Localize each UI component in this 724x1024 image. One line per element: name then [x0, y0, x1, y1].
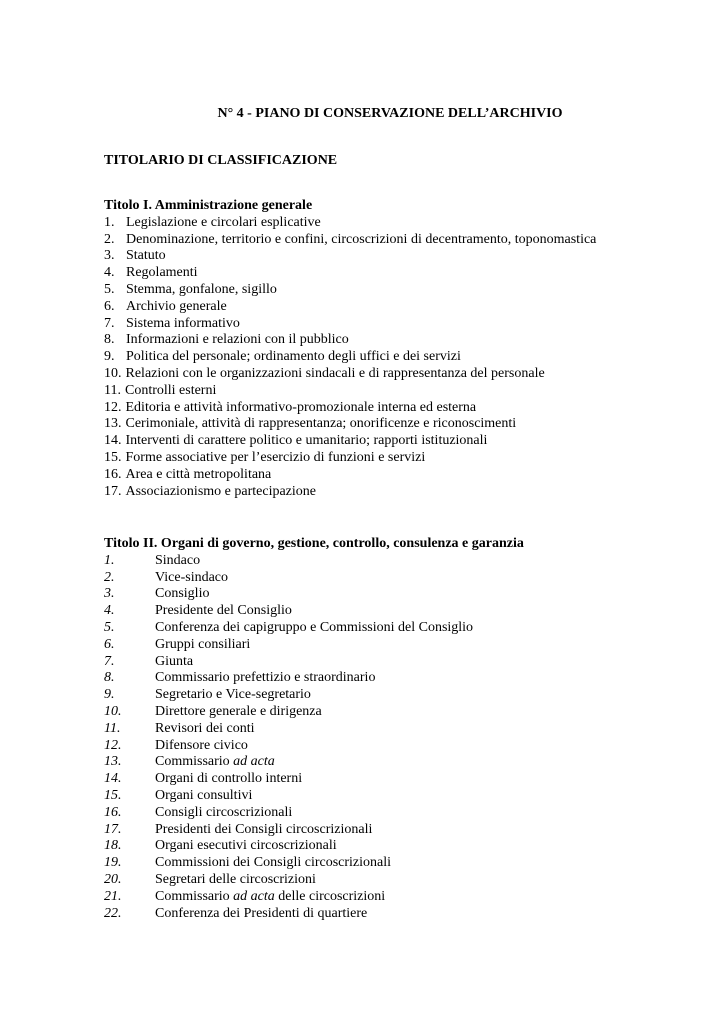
item-number: 1. — [104, 214, 115, 230]
item-number: 16. — [104, 804, 122, 820]
item-text-group — [155, 586, 209, 603]
item-text-group — [155, 738, 248, 755]
list-item — [104, 484, 596, 501]
item-text-group — [155, 654, 193, 671]
item-number: 13. — [104, 754, 122, 770]
list-item — [104, 788, 524, 805]
item-text-group — [155, 670, 375, 687]
list-item — [104, 754, 524, 771]
item-number: 12. — [104, 737, 122, 753]
list-item — [104, 299, 596, 316]
item-number: 12. — [104, 399, 122, 415]
list-item — [104, 721, 524, 738]
item-text: Giunta — [155, 653, 194, 669]
titolo-2-heading: Titolo II. Organi di governo, gestione, controllo, consulenza e garanzia — [104, 536, 524, 551]
item-number: 8. — [104, 332, 115, 348]
item-text-group — [155, 805, 292, 822]
item-number: 4. — [104, 603, 115, 619]
item-text-group — [155, 838, 337, 855]
item-text: Vice-sindaco — [155, 569, 229, 585]
item-italic-text: ad acta — [233, 888, 275, 904]
list-item — [104, 349, 596, 366]
item-text: Politica del personale; ordinamento degli uffici e dei servizi — [126, 349, 461, 365]
item-text-group — [155, 855, 391, 872]
item-text: Regolamenti — [126, 265, 198, 281]
list-item — [104, 215, 596, 232]
list-item — [104, 570, 524, 587]
item-number: 2. — [104, 569, 115, 585]
item-text: Relazioni con le organizzazioni sindacali e di rappresentanza del personale — [125, 365, 545, 381]
item-text-group — [155, 553, 200, 570]
list-item — [104, 872, 524, 889]
list-item — [104, 838, 524, 855]
item-number: 20. — [104, 871, 122, 887]
list-item — [104, 332, 596, 349]
item-text: Sindaco — [155, 552, 201, 568]
list-item — [104, 316, 596, 333]
item-text: Commissioni dei Consigli circoscrizionali — [155, 855, 392, 871]
item-number: 10. — [104, 365, 122, 381]
item-number: 7. — [104, 315, 115, 331]
item-number: 19. — [104, 855, 122, 871]
item-text: Segretari delle circoscrizioni — [155, 871, 316, 887]
titolo-2-list — [104, 553, 524, 923]
item-text-after: delle circoscrizioni — [274, 888, 386, 904]
item-text-group — [155, 771, 302, 788]
list-item — [104, 433, 596, 450]
list-item — [104, 771, 524, 788]
titolo-1-heading: Titolo I. Amministrazione generale — [104, 198, 313, 213]
item-text: Editoria e attività informativo-promozionale interna ed esterna — [125, 399, 477, 415]
item-number: 21. — [104, 888, 122, 904]
item-number: 9. — [104, 349, 115, 365]
item-number: 14. — [104, 433, 122, 449]
titolo-2-section — [104, 536, 524, 922]
item-text: Organi consultivi — [155, 787, 253, 803]
item-text: Stemma, gonfalone, sigillo — [126, 281, 277, 297]
item-text-group — [155, 822, 372, 839]
item-text-group — [155, 603, 292, 620]
item-number: 5. — [104, 619, 115, 635]
item-text: Forme associative per l’esercizio di funzioni e servizi — [125, 449, 426, 465]
list-item — [104, 704, 524, 721]
item-number: 22. — [104, 905, 122, 921]
list-item — [104, 670, 524, 687]
list-item — [104, 889, 524, 906]
item-number: 3. — [104, 248, 115, 264]
item-number: 10. — [104, 703, 122, 719]
item-text: Statuto — [126, 248, 166, 264]
item-text: Area e città metropolitana — [125, 466, 272, 482]
list-item — [104, 232, 596, 249]
item-text-group — [155, 906, 367, 923]
item-text: Presidente del Consiglio — [155, 603, 292, 619]
list-item — [104, 248, 596, 265]
item-number: 2. — [104, 231, 115, 247]
list-item — [104, 467, 596, 484]
item-text: Informazioni e relazioni con il pubblico — [126, 332, 349, 348]
item-text: Conferenza dei capigruppo e Commissioni del Consiglio — [155, 619, 474, 635]
list-item — [104, 654, 524, 671]
item-number: 3. — [104, 586, 115, 602]
list-item — [104, 400, 596, 417]
item-text: Denominazione, territorio e confini, circoscrizioni di decentramento, toponomastica — [126, 231, 597, 247]
item-text-group — [155, 704, 322, 721]
list-item — [104, 637, 524, 654]
list-item — [104, 620, 524, 637]
item-text-group — [155, 721, 255, 738]
item-number: 6. — [104, 298, 115, 314]
document-title: N° 4 - PIANO DI CONSERVAZIONE DELL’ARCHIVIO — [217, 106, 563, 121]
item-number: 17. — [104, 483, 122, 499]
item-text-group — [155, 788, 252, 805]
item-text: Associazionismo e partecipazione — [125, 483, 316, 499]
item-text: Commissario — [155, 888, 234, 904]
item-number: 4. — [104, 265, 115, 281]
item-text: Sistema informativo — [126, 315, 240, 331]
list-item — [104, 586, 524, 603]
item-text: Controlli esterni — [124, 382, 217, 398]
item-text: Cerimoniale, attività di rappresentanza; onorificenze e riconoscimenti — [125, 416, 517, 432]
item-text: Legislazione e circolari esplicative — [126, 214, 321, 230]
item-number: 7. — [104, 653, 115, 669]
item-text-group — [155, 687, 311, 704]
item-text: Consigli circoscrizionali — [155, 804, 293, 820]
item-text-group — [155, 754, 275, 771]
item-number: 17. — [104, 821, 122, 837]
list-item — [104, 450, 596, 467]
item-number: 6. — [104, 636, 115, 652]
item-number: 11. — [104, 382, 121, 398]
item-text: Segretario e Vice-segretario — [155, 687, 311, 703]
item-text-group — [155, 570, 228, 587]
list-item — [104, 822, 524, 839]
item-number: 9. — [104, 687, 115, 703]
list-item — [104, 265, 596, 282]
item-text-group — [155, 620, 473, 637]
item-number: 11. — [104, 720, 121, 736]
titolo-1-section — [104, 198, 596, 500]
item-number: 18. — [104, 838, 122, 854]
item-text: Archivio generale — [126, 298, 227, 314]
list-item — [104, 906, 524, 923]
section-heading: TITOLARIO DI CLASSIFICAZIONE — [104, 153, 338, 168]
item-text: Consiglio — [155, 586, 210, 602]
item-text: Revisori dei conti — [155, 720, 255, 736]
item-text: Interventi di carattere politico e umanitario; rapporti istituzionali — [125, 433, 488, 449]
item-number: 13. — [104, 416, 122, 432]
item-text: Difensore civico — [155, 737, 248, 753]
item-text: Organi di controllo interni — [155, 771, 303, 787]
item-number: 14. — [104, 771, 122, 787]
item-text: Direttore generale e dirigenza — [155, 703, 322, 719]
list-item — [104, 738, 524, 755]
list-item — [104, 553, 524, 570]
item-text-group — [155, 637, 250, 654]
list-item — [104, 383, 596, 400]
item-text: Commissario — [155, 754, 234, 770]
list-item — [104, 805, 524, 822]
titolo-1-list — [104, 215, 596, 501]
item-text-group — [155, 872, 316, 889]
list-item — [104, 366, 596, 383]
item-number: 1. — [104, 552, 115, 568]
item-text: Presidenti dei Consigli circoscrizionali — [155, 821, 373, 837]
item-text: Commissario prefettizio e straordinario — [155, 670, 376, 686]
item-text: Conferenza dei Presidenti di quartiere — [155, 905, 368, 921]
item-number: 15. — [104, 787, 122, 803]
list-item — [104, 282, 596, 299]
list-item — [104, 416, 596, 433]
item-number: 5. — [104, 281, 115, 297]
list-item — [104, 687, 524, 704]
list-item — [104, 855, 524, 872]
item-text: Gruppi consiliari — [155, 636, 251, 652]
item-italic-text: ad acta — [233, 754, 275, 770]
list-item — [104, 603, 524, 620]
item-number: 15. — [104, 449, 122, 465]
item-number: 16. — [104, 466, 122, 482]
item-text-group — [155, 889, 385, 906]
item-text: Organi esecutivi circoscrizionali — [155, 838, 337, 854]
item-number: 8. — [104, 670, 115, 686]
